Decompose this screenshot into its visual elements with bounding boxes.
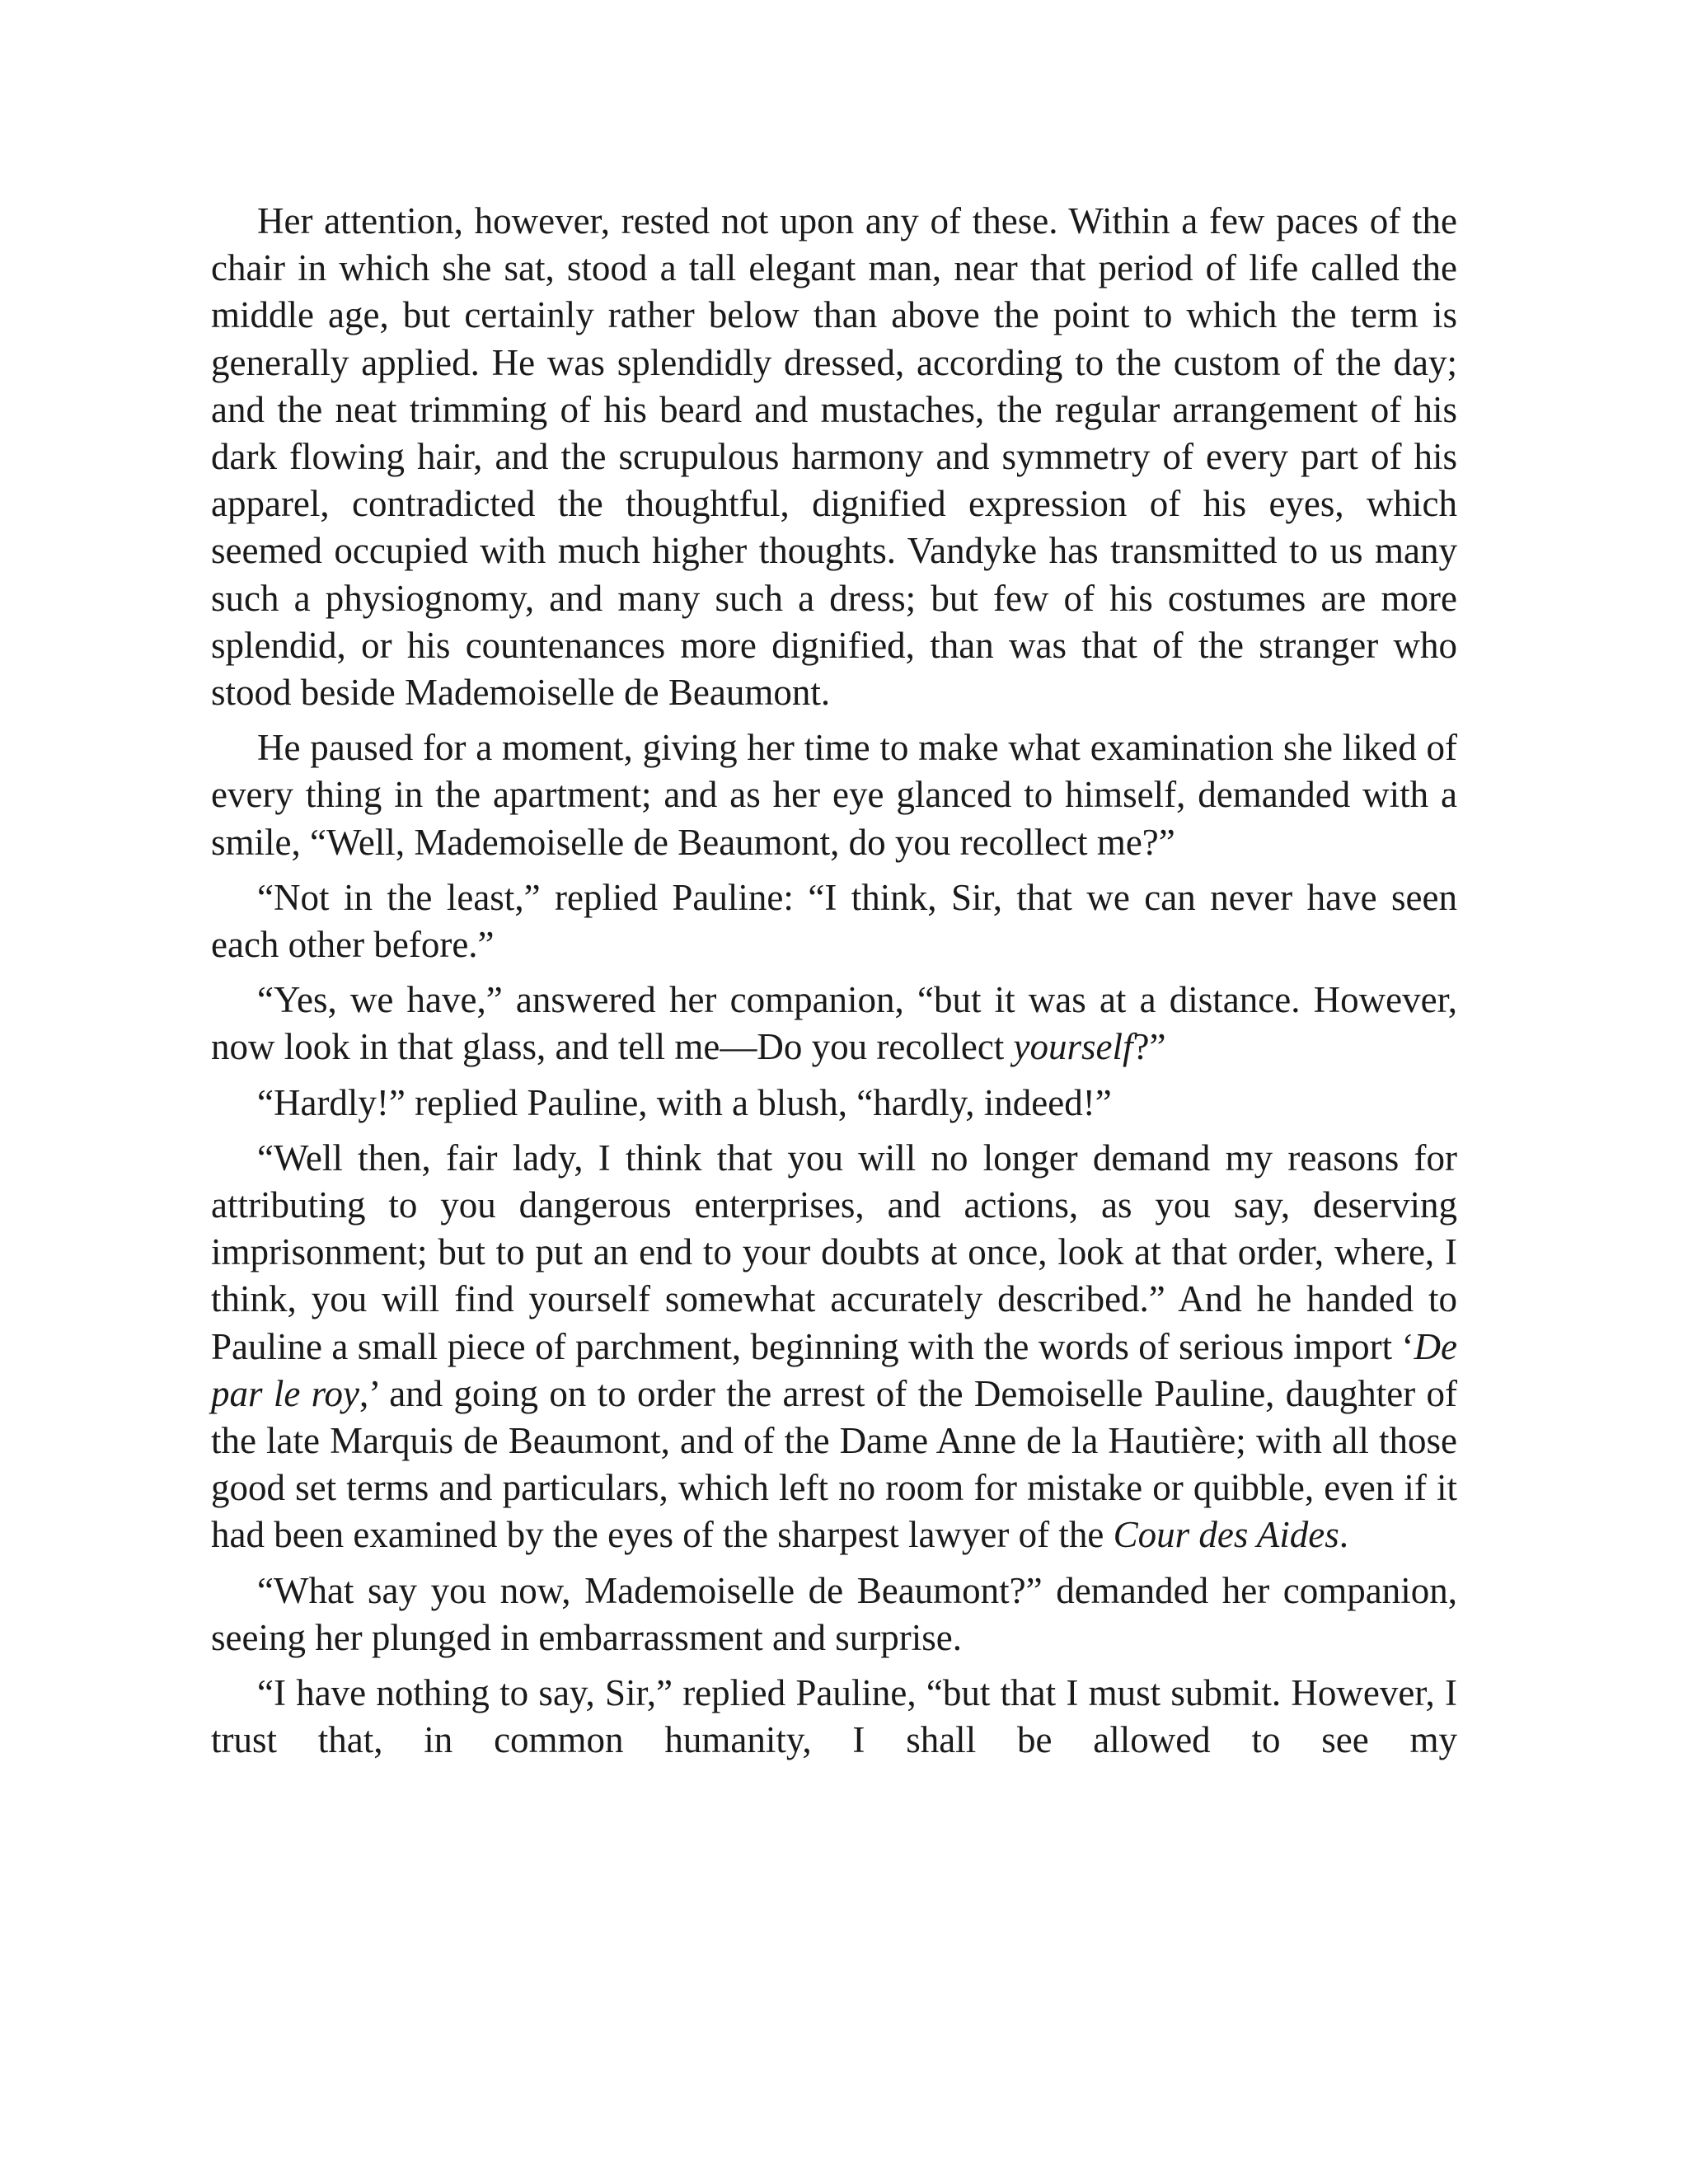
text-run: He paused for a moment, giving her time to make what examination she liked of every thing in the apartment; and as her eye glanced to himself, demanded with a smile, “Well, Mademoiselle de Beaumont, do you recollect me?”: [211, 727, 1457, 863]
italic-text-run: Cour des Aides: [1113, 1514, 1339, 1556]
text-run: “Not in the least,” replied Pauline: “I think, Sir, that we can never have seen each other before.”: [211, 876, 1457, 966]
text-run: “What say you now, Mademoiselle de Beaumont?” demanded her companion, seeing her plunged in embarrassment and surprise.: [211, 1569, 1457, 1658]
paragraph: [211, 198, 1457, 716]
paragraph: [211, 1080, 1457, 1127]
paragraph: [211, 1670, 1457, 1764]
paragraph: [211, 874, 1457, 968]
document-page: [211, 198, 1457, 1773]
text-run: “Hardly!” replied Pauline, with a blush, “hardly, indeed!”: [257, 1081, 1112, 1123]
text-run: ?”: [1132, 1026, 1166, 1068]
paragraph: [211, 1135, 1457, 1559]
italic-text-run: yourself: [1013, 1026, 1133, 1068]
paragraph: [211, 977, 1457, 1071]
italic-text-run: De par le roy: [211, 1325, 1457, 1414]
paragraph: [211, 724, 1457, 866]
text-run: ,’ and going on to order the arrest of the Demoiselle Pauline, daughter of the late Marquis de Beaumont, and of the Dame Anne de la Hautière; with all those good set terms and particulars, which left no room for mistake or quibble, even if it had been examined by the eyes of the sharpest lawyer of the: [211, 1372, 1457, 1556]
text-run: “Yes, we have,” answered her companion, “but it was at a distance. However, now look in that glass, and tell me—Do you recollect: [211, 979, 1457, 1068]
text-run: .: [1339, 1514, 1349, 1556]
text-run: “Well then, fair lady, I think that you will no longer demand my reasons for attributing to you dangerous enterprises, and actions, as you say, deserving imprisonment; but to put an end to your doubts at once, look at that order, where, I think, you will find yourself somewhat accurately described.” And he handed to Pauline a small piece of parchment, beginning with the words of serious import ‘: [211, 1137, 1457, 1367]
paragraph: [211, 1568, 1457, 1661]
text-run: “I have nothing to say, Sir,” replied Pauline, “but that I must submit. However, I trust that, in common humanity, I shall be allowed to see my: [211, 1672, 1457, 1761]
text-run: Her attention, however, rested not upon any of these. Within a few paces of the chair in which she sat, stood a tall elegant man, near that period of life called the middle age, but certainly rather below than above the point to which the term is generally applied. He was splendidly dressed, according to the custom of the day; and the neat trimming of his beard and mustaches, the regular arrangement of his dark flowing hair, and the scrupulous harmony and symmetry of every part of his apparel, contradicted the thoughtful, dignified expression of his eyes, which seemed occupied with much higher thoughts. Vandyke has transmitted to us many such a physiognomy, and many such a dress; but few of his costumes are more splendid, or his countenances more dignified, than was that of the stranger who stood beside Mademoiselle de Beaumont.: [211, 200, 1457, 714]
